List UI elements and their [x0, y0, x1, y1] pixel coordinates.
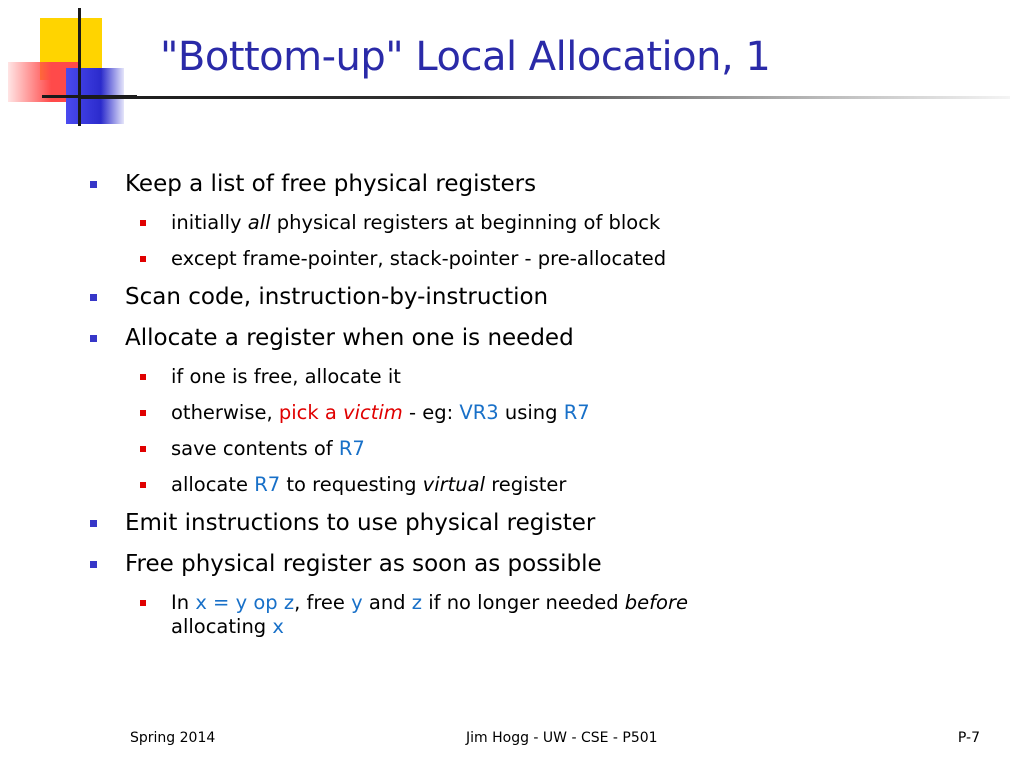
text: to requesting [280, 473, 423, 496]
sub-bullet-marker-icon [140, 410, 146, 416]
text: - eg: [402, 401, 460, 424]
code-r7: R7 [254, 473, 281, 496]
text: save contents of [171, 437, 339, 460]
slide-title: "Bottom-up" Local Allocation, 1 [160, 34, 771, 80]
code-r7: R7 [338, 437, 365, 460]
text: allocate [171, 473, 255, 496]
bullet-free-register [88, 550, 988, 578]
bullet-allocate [88, 324, 988, 352]
bullet-text: Emit instructions to use physical register [125, 510, 596, 536]
sub-bullet-marker-icon [140, 374, 146, 380]
bullet-marker-icon [90, 335, 97, 342]
bullet-scan-code [88, 283, 988, 311]
highlight-victim: victim [343, 401, 403, 424]
bullet-list [88, 170, 988, 651]
text: In [171, 591, 196, 614]
emphasis-virtual: virtual [422, 473, 486, 496]
bullet-text: Scan code, instruction-by-instruction [125, 284, 549, 310]
bullet-text: Free physical register as soon as possible [125, 551, 602, 577]
bullet-marker-icon [90, 520, 97, 527]
text: except frame-pointer, stack-pointer - pre-allocated [171, 247, 667, 270]
title-rule [80, 96, 1010, 99]
sub-bullet-marker-icon [140, 600, 146, 606]
footer-author: Jim Hogg - UW - CSE - P501 [466, 730, 658, 746]
text: using [498, 401, 564, 424]
bullet-text: Allocate a register when one is needed [125, 325, 574, 351]
emphasis-before: before [624, 591, 688, 614]
bullet-emit [88, 509, 988, 537]
text: if no longer needed [422, 591, 625, 614]
highlight-pick-a: pick a [278, 401, 344, 424]
bullet-marker-icon [90, 561, 97, 568]
sub-bullet-allocate-r7 [88, 473, 988, 497]
code-r7: R7 [563, 401, 590, 424]
sub-bullet-save-contents [88, 437, 988, 461]
code-x: x [272, 615, 284, 638]
text: register [485, 473, 567, 496]
text: if one is free, allocate it [171, 365, 401, 388]
footer-page-number: P-7 [957, 730, 980, 746]
code-z: z [411, 591, 423, 614]
code-expression: x = y op z [195, 591, 295, 614]
bullet-free-list [88, 170, 988, 198]
code-vr3: VR3 [459, 401, 499, 424]
text: , free [294, 591, 352, 614]
sub-bullet-otherwise [88, 401, 988, 425]
text: allocating [171, 615, 273, 638]
corner-logo [0, 0, 140, 130]
text: initially [171, 211, 248, 234]
sub-bullet-marker-icon [140, 446, 146, 452]
bullet-marker-icon [90, 294, 97, 301]
text: physical registers at beginning of block [270, 211, 661, 234]
bullet-text: Keep a list of free physical registers [125, 171, 537, 197]
code-y: y [351, 591, 363, 614]
sub-bullet-marker-icon [140, 220, 146, 226]
sub-bullet-marker-icon [140, 482, 146, 488]
sub-bullet-marker-icon [140, 256, 146, 262]
sub-bullet-if-free [88, 365, 988, 389]
sub-bullet-in-x-y-op-z [88, 591, 988, 639]
logo-vertical-line [78, 8, 81, 126]
sub-bullet-except [88, 247, 988, 271]
emphasis-all: all [247, 211, 271, 234]
bullet-marker-icon [90, 181, 97, 188]
text: otherwise, [171, 401, 279, 424]
sub-bullet-initially [88, 211, 988, 235]
text: and [362, 591, 412, 614]
footer-date: Spring 2014 [130, 730, 216, 746]
